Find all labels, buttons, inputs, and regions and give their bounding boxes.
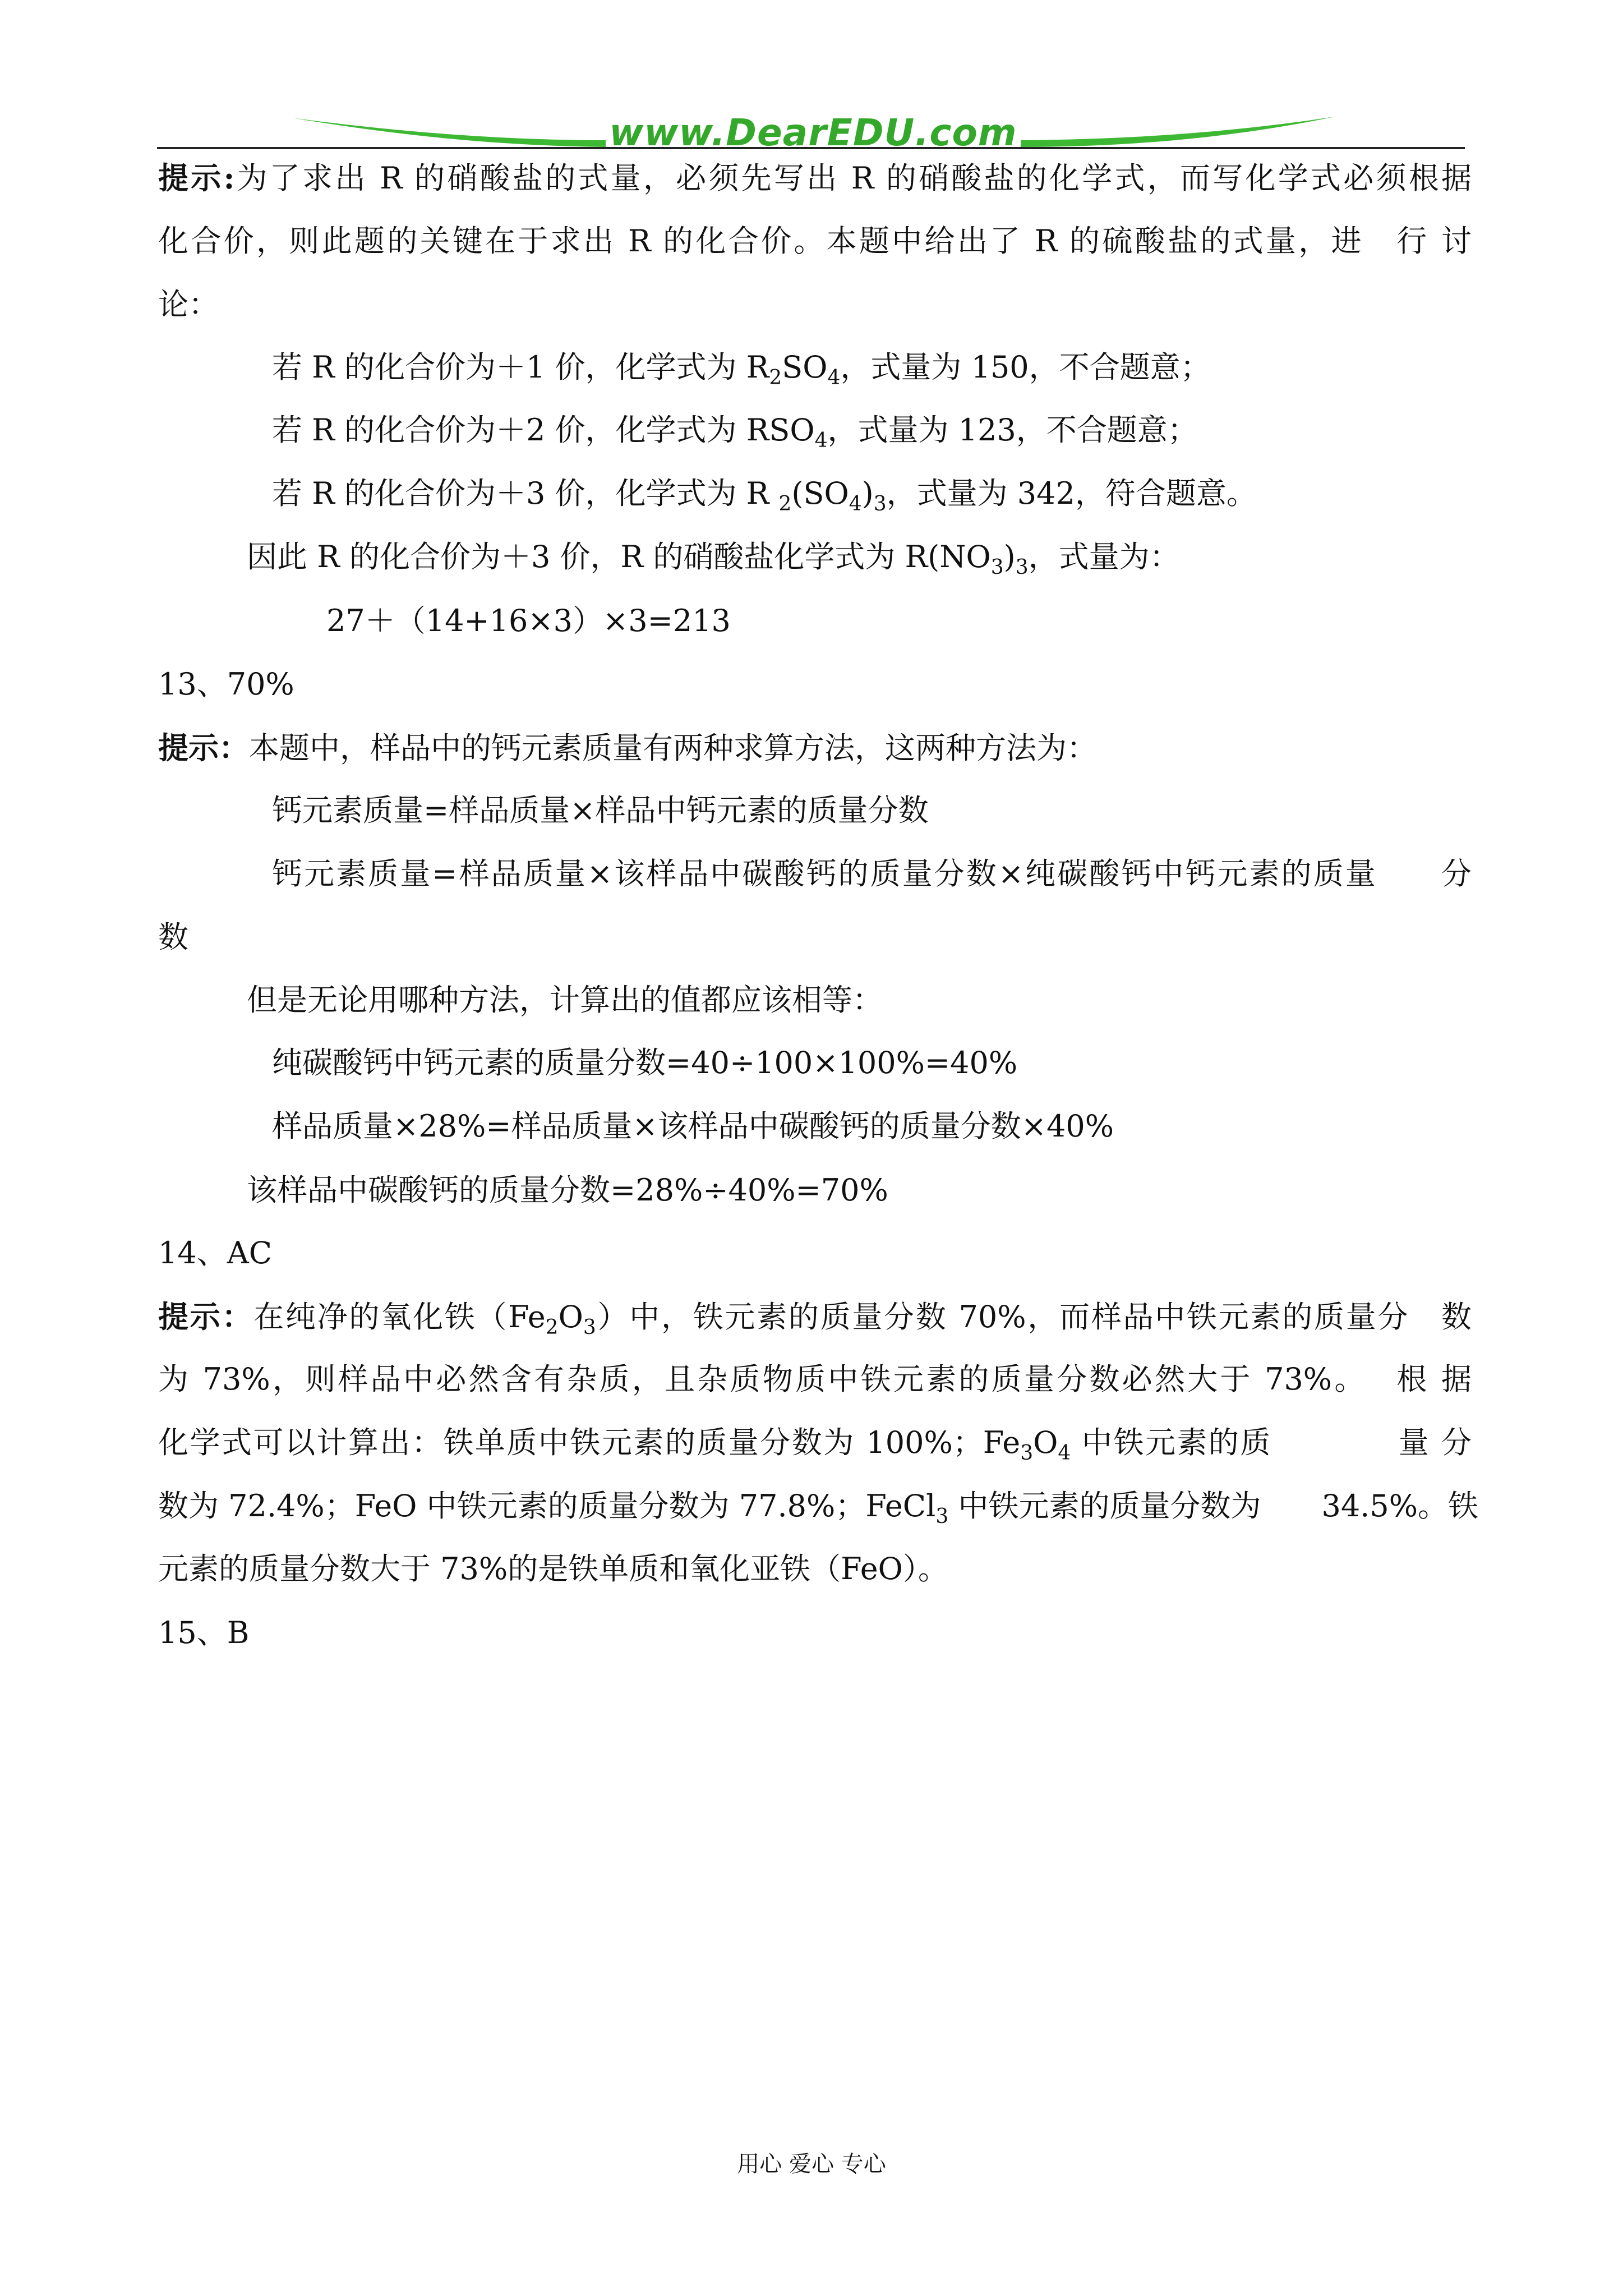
text-line: 为 73%，则样品中必然含有杂质，且杂质物质中铁元素的质量分数必然大于 73%。 根 据: [158, 1361, 1472, 1397]
case-line: [272, 348, 1472, 387]
case-text: ，式量为 342，符合题意。: [886, 476, 1257, 511]
hint-label: 提示:: [158, 160, 235, 196]
subscript: 4: [849, 493, 862, 516]
text-line: 钙元素质量=样品质量×该样品中碳酸钙的质量分数×纯碳酸钙中钙元素的质量 分: [272, 856, 1472, 891]
answer-15: 15、B: [158, 1615, 250, 1650]
hint-label: 提示：: [158, 1299, 254, 1335]
subscript: 3: [935, 1505, 949, 1528]
conclusion-text: ): [1003, 539, 1016, 574]
hint-text: 在纯净的氧化铁（Fe: [253, 1299, 546, 1335]
subscript: 3: [583, 1316, 596, 1339]
logo-text: www.DearEDU.com: [609, 111, 1017, 154]
case-text: ): [861, 476, 874, 511]
text-line: 元素的质量分数大于 73%的是铁单质和氧化亚铁（FeO）。: [158, 1551, 948, 1586]
text-line: 数: [158, 919, 188, 955]
subscript: 3: [1015, 556, 1029, 579]
case-text: 若 R 的化合价为＋3 价，化学式为 R: [272, 476, 779, 511]
hint-text: 数为 72.4%；FeO 中铁元素的质量分数为 77.8%；FeCl: [158, 1488, 936, 1524]
hint-label: 提示：: [158, 730, 249, 766]
hint-text: ）中，铁元素的质量分数 70%，而样品中铁元素的质量分 数: [596, 1299, 1472, 1335]
subscript: 3: [1020, 1442, 1034, 1465]
footer-text: 用心 爱心 专心: [737, 2151, 886, 2177]
text-line: [158, 1487, 1479, 1528]
text-line: [158, 1423, 1472, 1465]
text-line: [158, 1297, 1472, 1337]
subscript: 2: [778, 493, 792, 516]
hint-text: 中铁元素的质量分数为 34.5%。铁: [948, 1488, 1479, 1524]
subscript: 2: [545, 1316, 559, 1339]
subscript: 3: [873, 493, 887, 516]
conclusion-text: 因此 R 的化合价为＋3 价，R 的硝酸盐化学式为 R(NO: [247, 539, 991, 574]
subscript: 4: [1058, 1442, 1071, 1465]
hint-text: 为了求出 R 的硝酸盐的式量，必须先写出 R 的硝酸盐的化学式，而写化学式必须根据: [234, 160, 1472, 196]
subscript: 3: [990, 556, 1004, 579]
case-text: SO: [782, 349, 828, 385]
text-line: 论：: [158, 287, 219, 322]
answer-14: 14、AC: [158, 1235, 273, 1271]
text-line: 该样品中碳酸钙的质量分数=28%÷40%=70%: [247, 1172, 888, 1208]
subscript: 4: [814, 429, 828, 452]
case-text: ，式量为 150，不合题意；: [840, 349, 1211, 385]
hint-text: 中铁元素的质 量 分: [1071, 1425, 1472, 1460]
case-text: ，式量为 123，不合题意；: [827, 412, 1198, 448]
text-line: [158, 158, 1472, 198]
conclusion-text: ，式量为：: [1028, 539, 1180, 574]
text-line: [158, 728, 1472, 768]
conclusion-line: [247, 537, 1472, 577]
header-rule: [157, 147, 1465, 149]
answer-13: 13、70%: [158, 666, 294, 702]
case-text: (SO: [791, 476, 849, 511]
subscript: 2: [769, 366, 782, 389]
calculation-line: 27＋（14+16×3）×3=213: [326, 603, 731, 638]
case-text: 若 R 的化合价为＋1 价，化学式为 R: [272, 349, 769, 385]
text-line: 纯碳酸钙中钙元素的质量分数=40÷100×100%=40%: [272, 1045, 1018, 1080]
case-text: 若 R 的化合价为＋2 价，化学式为 RSO: [272, 412, 815, 448]
hint-text: 化学式可以计算出：铁单质中铁元素的质量分数为 100%；Fe: [158, 1425, 1021, 1460]
text-line: 化合价，则此题的关键在于求出 R 的化合价。本题中给出了 R 的硫酸盐的式量，进 行 讨: [158, 223, 1472, 259]
hint-text: 本题中，样品中的钙元素质量有两种求算方法，这两种方法为：: [249, 730, 1097, 766]
hint-text: O: [558, 1299, 583, 1335]
text-line: 钙元素质量=样品质量×样品中钙元素的质量分数: [272, 793, 929, 828]
case-line: [272, 411, 1472, 450]
subscript: 4: [827, 366, 841, 389]
case-line: [272, 474, 1472, 516]
text-line: 样品质量×28%=样品质量×该样品中碳酸钙的质量分数×40%: [272, 1108, 1114, 1144]
text-line: 但是无论用哪种方法，计算出的值都应该相等：: [247, 982, 883, 1018]
hint-text: O: [1033, 1425, 1058, 1460]
